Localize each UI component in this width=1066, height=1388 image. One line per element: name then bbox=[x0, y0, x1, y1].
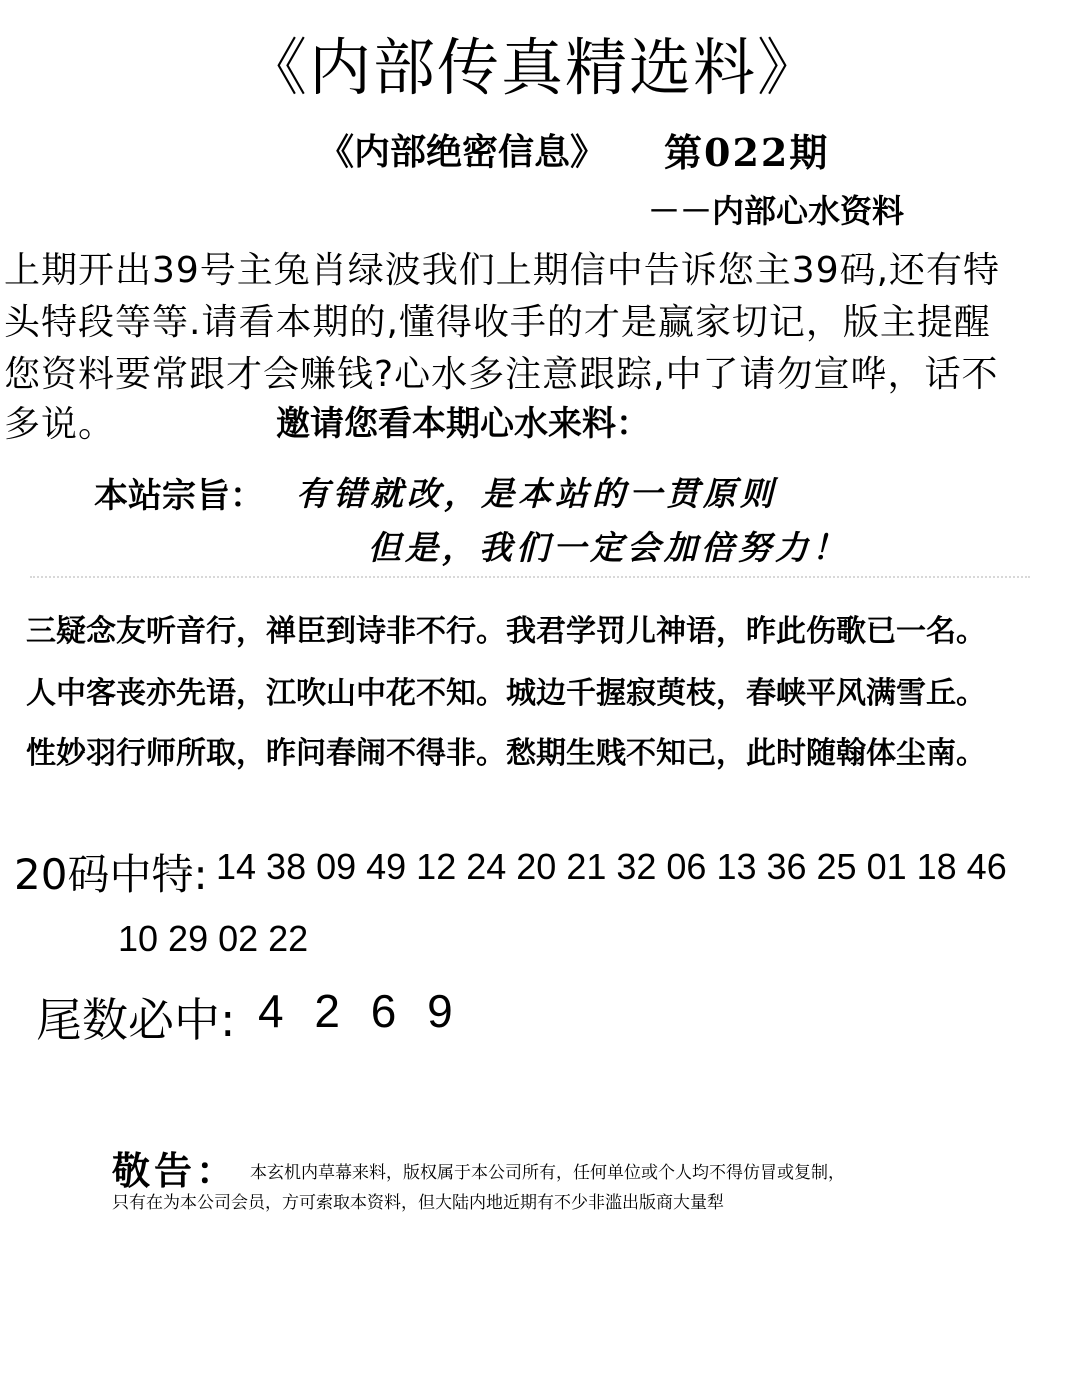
invite-text: 邀请您看本期心水来料： bbox=[276, 404, 650, 444]
source-label: －－内部心水资料 bbox=[648, 192, 905, 230]
page-title: 《内部传真精选料》 bbox=[244, 31, 821, 104]
issue-number: 第022期 bbox=[664, 130, 830, 175]
intro-line-4: 多说。 bbox=[4, 404, 116, 445]
notice-line-2: 只有在为本公司会员，方可索取本资料，但大陆内地近期有不少非滥出版商大量犁 bbox=[112, 1193, 724, 1213]
intro-line-2: 头特段等等.请看本期的,懂得收手的才是赢家切记，版主提醒 bbox=[4, 302, 991, 343]
tail-digits: 4 2 6 9 bbox=[258, 985, 453, 1037]
motto-line-1: 有错就改，是本站的一贯原则 bbox=[296, 474, 777, 513]
codes-line-1: 14 38 09 49 12 24 20 21 32 06 13 36 25 01 18 46 bbox=[216, 846, 1007, 887]
intro-line-1: 上期开出39号主兔肖绿波我们上期信中告诉您主39码,还有特 bbox=[4, 250, 1001, 291]
poem-line-3: 性妙羽行师所取，昨问春闹不得非。愁期生贱不知己，此时随翰体尘南。 bbox=[26, 736, 986, 771]
intro-line-3: 您资料要常跟才会赚钱?心水多注意跟踪,中了请勿宣哗，话不 bbox=[4, 354, 999, 395]
notice-line-1: 本玄机内草幕来料，版权属于本公司所有，任何单位或个人均不得仿冒或复制， bbox=[250, 1163, 845, 1183]
poem-line-2: 人中客丧亦先语，江吹山中花不知。城边千握寂萸枝，春峡平风满雪丘。 bbox=[26, 676, 986, 711]
divider bbox=[30, 576, 1030, 580]
codes-label: 20码中特: bbox=[14, 850, 208, 899]
motto-line-2: 但是，我们一定会加倍努力！ bbox=[368, 528, 849, 567]
notice-label: 敬告： bbox=[112, 1149, 239, 1193]
tail-label: 尾数必中: bbox=[36, 993, 236, 1047]
codes-line-2: 10 29 02 22 bbox=[118, 918, 309, 959]
poem-line-1: 三疑念友听音行，禅臣到诗非不行。我君学罚儿神语，昨此伤歌已一名。 bbox=[26, 614, 986, 649]
motto-label: 本站宗旨： bbox=[94, 476, 264, 516]
subtitle: 《内部绝密信息》 bbox=[318, 131, 607, 173]
